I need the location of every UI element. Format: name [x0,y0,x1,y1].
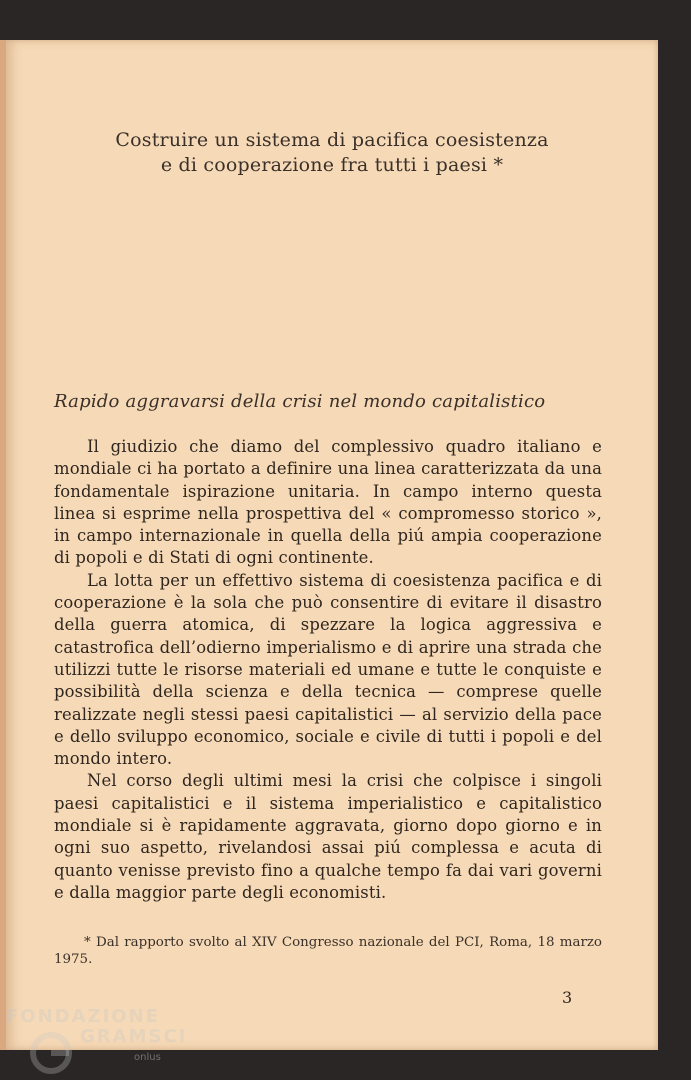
book-page [6,40,658,1050]
paragraph-2: La lotta per un effettivo sistema di coesistenza pacifica e di cooperazione è la sola che può consentire di evitare il disastro della guerra atomica, di spezzare la logica aggressiva e catastrofica dell’odierno imperialismo e di aprire una strada che utilizzi tutte le risorse materiali ed umane e tutte le conquiste e possibilità della scienza e della tecnica — comprese quelle realizzate negli stessi paesi capitalistici — al servizio della pace e dello sviluppo economico, sociale e civile di tutti i popoli e del mondo intero. [54,570,602,769]
chapter-title-line-1: Costruire un sistema di pacifica coesistenza [115,129,549,151]
chapter-title-line-2: e di cooperazione fra tutti i paesi * [160,154,504,176]
section-heading: Rapido aggravarsi della crisi nel mondo capitalistico [54,391,546,412]
watermark-line-1: FONDAZIONE [6,1006,160,1027]
page-number: 3 [562,988,573,1007]
paragraph-3: Nel corso degli ultimi mesi la crisi che colpisce i singoli paesi capitalistici e il sistema imperialistico e capitalistico mondiale si è rapidamente aggravata, giorno dopo giorno e in ogni suo aspetto, rivelandosi assai piú complessa e acuta di quanto venisse previsto fino a qualche tempo fa dai vari governi e dalla maggior parte degli economisti. [54,771,602,902]
chapter-title [6,128,658,178]
body-text [54,436,602,904]
watermark-line-2: GRAMSCI [80,1026,188,1047]
watermark-line-3: onlus [134,1052,161,1063]
watermark-logo [0,1006,188,1080]
watermark-emblem-icon [26,1028,76,1078]
footnote-text: * Dal rapporto svolto al XIV Congresso nazionale del PCI, Roma, 18 marzo 1975. [54,935,602,967]
footnote [54,934,602,968]
paragraph-1: Il giudizio che diamo del complessivo quadro italiano e mondiale ci ha portato a definire una linea caratterizzata da una fondamentale ispirazione unitaria. In campo interno questa linea si esprime nella prospettiva del « compromesso storico », in campo internazionale in quella della piú ampia cooperazione di popoli e di Stati di ogni continente. [54,437,602,568]
